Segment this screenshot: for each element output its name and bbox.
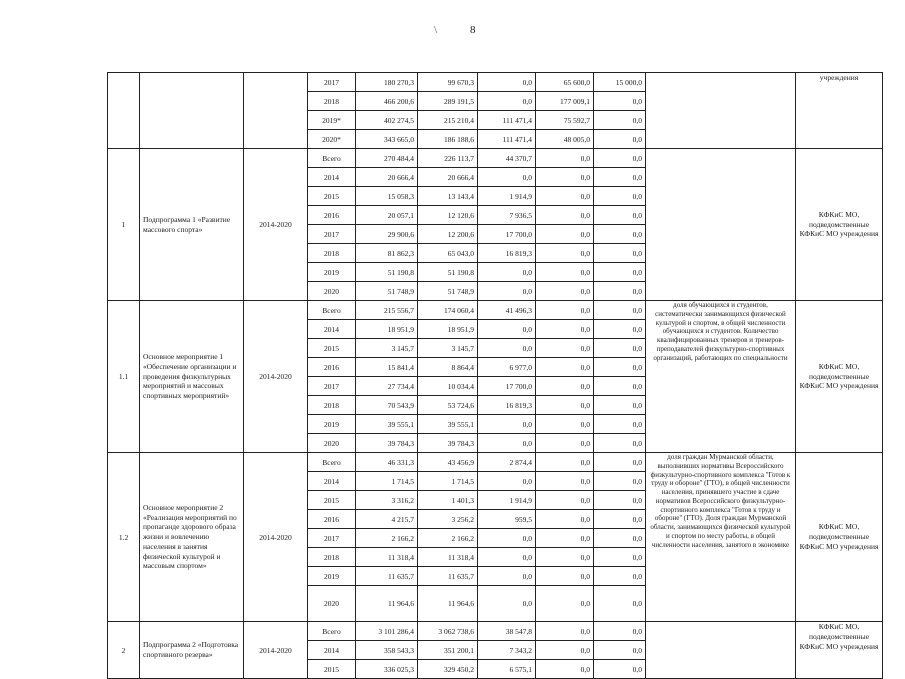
source-4-cell: 0,0 (594, 660, 646, 679)
source-4-cell: 0,0 (594, 567, 646, 586)
source-3-cell: 0,0 (536, 263, 594, 282)
source-2-cell: 0,0 (478, 567, 536, 586)
source-3-cell: 0,0 (536, 567, 594, 586)
source-3-cell: 0,0 (536, 149, 594, 168)
year-cell: 2020 (308, 434, 356, 453)
total-cell: 70 543,9 (356, 396, 418, 415)
year-cell: 2019 (308, 567, 356, 586)
source-2-cell: 6 575,1 (478, 660, 536, 679)
total-cell: 15 058,3 (356, 187, 418, 206)
source-1-cell: 2 166,2 (418, 529, 478, 548)
source-4-cell: 0,0 (594, 149, 646, 168)
source-1-cell: 329 450,2 (418, 660, 478, 679)
source-2-cell: 6 977,0 (478, 358, 536, 377)
source-4-cell: 0,0 (594, 301, 646, 320)
source-4-cell: 0,0 (594, 641, 646, 660)
total-cell: 15 841,4 (356, 358, 418, 377)
year-cell: 2017 (308, 225, 356, 244)
source-4-cell: 0,0 (594, 130, 646, 149)
item-name-cell: Подпрограмма 2 «Подготовка спортивного резерва» (140, 622, 244, 679)
source-1-cell: 65 043,0 (418, 244, 478, 263)
table-row (108, 622, 883, 641)
year-cell: 2020 (308, 586, 356, 622)
table-row (108, 73, 883, 92)
period-cell: 2014-2020 (244, 453, 308, 622)
source-3-cell: 0,0 (536, 320, 594, 339)
table-row (108, 149, 883, 168)
year-cell: 2019 (308, 415, 356, 434)
source-4-cell: 0,0 (594, 187, 646, 206)
source-2-cell: 1 914,9 (478, 491, 536, 510)
source-2-cell: 0,0 (478, 92, 536, 111)
source-4-cell: 0,0 (594, 320, 646, 339)
period-cell (244, 73, 308, 149)
source-1-cell: 3 145,7 (418, 339, 478, 358)
year-cell: Всего (308, 149, 356, 168)
total-cell: 20 666,4 (356, 168, 418, 187)
source-1-cell: 11 318,4 (418, 548, 478, 567)
year-cell: 2020* (308, 130, 356, 149)
source-3-cell: 0,0 (536, 472, 594, 491)
source-1-cell: 186 188,6 (418, 130, 478, 149)
source-4-cell: 0,0 (594, 263, 646, 282)
executor-cell: учреждения (796, 73, 883, 149)
total-cell: 39 555,1 (356, 415, 418, 434)
year-cell: 2015 (308, 187, 356, 206)
source-2-cell: 7 936,5 (478, 206, 536, 225)
year-cell: 2014 (308, 168, 356, 187)
source-4-cell: 0,0 (594, 377, 646, 396)
year-cell: 2016 (308, 206, 356, 225)
year-cell: 2014 (308, 472, 356, 491)
source-3-cell: 0,0 (536, 377, 594, 396)
source-4-cell: 0,0 (594, 168, 646, 187)
source-3-cell: 0,0 (536, 491, 594, 510)
year-cell: 2015 (308, 491, 356, 510)
source-2-cell: 1 914,9 (478, 187, 536, 206)
source-4-cell: 0,0 (594, 111, 646, 130)
executor-cell: КФКиС МО, подведомственные КФКиС МО учреждения (796, 149, 883, 301)
total-cell: 51 190,8 (356, 263, 418, 282)
source-3-cell: 0,0 (536, 453, 594, 472)
source-3-cell: 0,0 (536, 660, 594, 679)
item-number-cell: 1.1 (108, 301, 140, 453)
total-cell: 11 964,6 (356, 586, 418, 622)
source-4-cell: 0,0 (594, 415, 646, 434)
source-1-cell: 11 964,6 (418, 586, 478, 622)
year-cell: 2017 (308, 377, 356, 396)
source-3-cell: 75 592,7 (536, 111, 594, 130)
source-3-cell: 0,0 (536, 415, 594, 434)
source-2-cell: 0,0 (478, 168, 536, 187)
source-3-cell: 0,0 (536, 206, 594, 225)
source-2-cell: 0,0 (478, 548, 536, 567)
source-4-cell: 0,0 (594, 586, 646, 622)
source-2-cell: 41 496,3 (478, 301, 536, 320)
total-cell: 27 734,4 (356, 377, 418, 396)
total-cell: 270 484,4 (356, 149, 418, 168)
source-3-cell: 0,0 (536, 244, 594, 263)
source-2-cell: 7 343,2 (478, 641, 536, 660)
source-4-cell: 0,0 (594, 453, 646, 472)
source-3-cell: 65 600,0 (536, 73, 594, 92)
source-1-cell: 51 748,9 (418, 282, 478, 301)
source-4-cell: 0,0 (594, 244, 646, 263)
source-1-cell: 43 456,9 (418, 453, 478, 472)
source-4-cell: 0,0 (594, 225, 646, 244)
source-1-cell: 18 951,9 (418, 320, 478, 339)
total-cell: 215 556,7 (356, 301, 418, 320)
source-3-cell: 0,0 (536, 225, 594, 244)
source-1-cell: 289 191,5 (418, 92, 478, 111)
source-2-cell: 0,0 (478, 472, 536, 491)
source-3-cell: 48 005,0 (536, 130, 594, 149)
total-cell: 11 318,4 (356, 548, 418, 567)
item-name-cell: Основное мероприятие 1 «Обеспечение организации и проведения физкультурных мероприятий и массовых спортивных мероприятий» (140, 301, 244, 453)
source-1-cell: 215 210,4 (418, 111, 478, 130)
source-1-cell: 53 724,6 (418, 396, 478, 415)
total-cell: 4 215,7 (356, 510, 418, 529)
year-cell: Всего (308, 301, 356, 320)
source-1-cell: 11 635,7 (418, 567, 478, 586)
total-cell: 81 862,3 (356, 244, 418, 263)
source-2-cell: 0,0 (478, 320, 536, 339)
year-cell: 2018 (308, 396, 356, 415)
source-3-cell: 0,0 (536, 301, 594, 320)
total-cell: 11 635,7 (356, 567, 418, 586)
source-3-cell: 0,0 (536, 168, 594, 187)
item-name-cell: Основное мероприятие 2 «Реализация мероприятий по пропаганде здорового образа жизни и вовлечению населения в занятия физической культурой и массовым спортом» (140, 453, 244, 622)
source-4-cell: 0,0 (594, 206, 646, 225)
source-2-cell: 17 700,0 (478, 225, 536, 244)
indicator-cell (646, 73, 796, 149)
source-4-cell: 15 000,0 (594, 73, 646, 92)
item-name-cell: Подпрограмма 1 «Развитие массового спорта» (140, 149, 244, 301)
source-1-cell: 12 120,6 (418, 206, 478, 225)
year-cell: 2018 (308, 92, 356, 111)
source-2-cell: 0,0 (478, 415, 536, 434)
total-cell: 18 951,9 (356, 320, 418, 339)
source-2-cell: 111 471,4 (478, 111, 536, 130)
source-2-cell: 959,5 (478, 510, 536, 529)
total-cell: 1 714,5 (356, 472, 418, 491)
source-3-cell: 177 009,1 (536, 92, 594, 111)
source-1-cell: 3 256,2 (418, 510, 478, 529)
source-2-cell: 16 819,3 (478, 396, 536, 415)
source-3-cell: 0,0 (536, 434, 594, 453)
year-cell: 2015 (308, 339, 356, 358)
period-cell: 2014-2020 (244, 622, 308, 679)
source-4-cell: 0,0 (594, 434, 646, 453)
total-cell: 402 274,5 (356, 111, 418, 130)
indicator-cell (646, 149, 796, 301)
total-cell: 3 316,2 (356, 491, 418, 510)
total-cell: 3 101 286,4 (356, 622, 418, 641)
indicator-cell: доля граждан Мурманской области, выполнивших нормативы Всероссийского физкультурно-спортивного комплекса "Готов к труду и обороне" (ГТО), в общей численности населения, принявшего участие в сдаче нормативов Всероссийского физкультурно-спортивного комплекса "Готов к труду и обороне" (ГТО). Доля граждан Мурманской области, занимающихся физической культурой и спортом по месту работы, в общей численности населения, занятого в экономике (646, 453, 796, 622)
year-cell: Всего (308, 622, 356, 641)
program-funding-table (107, 72, 883, 679)
total-cell: 46 331,3 (356, 453, 418, 472)
year-cell: Всего (308, 453, 356, 472)
source-2-cell: 0,0 (478, 73, 536, 92)
indicator-cell: доля обучающихся и студентов, систематически занимающихся физической культурой и спортом, в общей численности обучающихся и студентов. Количество квалифицированных тренеров и тренеров-преподавателей физкультурно-спортивных организаций, работающих по специальности (646, 301, 796, 453)
source-2-cell: 0,0 (478, 339, 536, 358)
year-cell: 2019* (308, 111, 356, 130)
scan-mark: \ (434, 24, 438, 36)
year-cell: 2017 (308, 73, 356, 92)
total-cell: 358 543,3 (356, 641, 418, 660)
total-cell: 180 270,3 (356, 73, 418, 92)
source-3-cell: 0,0 (536, 510, 594, 529)
source-3-cell: 0,0 (536, 529, 594, 548)
year-cell: 2016 (308, 358, 356, 377)
source-1-cell: 12 200,6 (418, 225, 478, 244)
total-cell: 2 166,2 (356, 529, 418, 548)
year-cell: 2020 (308, 282, 356, 301)
item-name-cell (140, 73, 244, 149)
total-cell: 51 748,9 (356, 282, 418, 301)
item-number-cell: 1 (108, 149, 140, 301)
source-2-cell: 0,0 (478, 586, 536, 622)
item-number-cell: 1.2 (108, 453, 140, 622)
source-1-cell: 8 864,4 (418, 358, 478, 377)
period-cell: 2014-2020 (244, 149, 308, 301)
source-3-cell: 0,0 (536, 586, 594, 622)
source-4-cell: 0,0 (594, 491, 646, 510)
total-cell: 29 900,6 (356, 225, 418, 244)
source-1-cell: 99 670,3 (418, 73, 478, 92)
page-number: 8 (470, 24, 476, 36)
year-cell: 2015 (308, 660, 356, 679)
source-3-cell: 0,0 (536, 358, 594, 377)
source-2-cell: 2 874,4 (478, 453, 536, 472)
source-3-cell: 0,0 (536, 641, 594, 660)
source-4-cell: 0,0 (594, 282, 646, 301)
source-4-cell: 0,0 (594, 339, 646, 358)
item-number-cell: 2 (108, 622, 140, 679)
year-cell: 2014 (308, 641, 356, 660)
source-3-cell: 0,0 (536, 339, 594, 358)
source-4-cell: 0,0 (594, 396, 646, 415)
source-2-cell: 0,0 (478, 434, 536, 453)
source-1-cell: 226 113,7 (418, 149, 478, 168)
source-3-cell: 0,0 (536, 396, 594, 415)
total-cell: 466 200,6 (356, 92, 418, 111)
year-cell: 2017 (308, 529, 356, 548)
source-2-cell: 17 700,0 (478, 377, 536, 396)
table-row (108, 301, 883, 320)
source-2-cell: 111 471,4 (478, 130, 536, 149)
total-cell: 3 145,7 (356, 339, 418, 358)
source-3-cell: 0,0 (536, 282, 594, 301)
source-2-cell: 38 547,8 (478, 622, 536, 641)
total-cell: 343 665,0 (356, 130, 418, 149)
source-2-cell: 0,0 (478, 263, 536, 282)
source-4-cell: 0,0 (594, 529, 646, 548)
total-cell: 20 057,1 (356, 206, 418, 225)
source-3-cell: 0,0 (536, 187, 594, 206)
year-cell: 2016 (308, 510, 356, 529)
source-1-cell: 3 062 738,6 (418, 622, 478, 641)
source-4-cell: 0,0 (594, 92, 646, 111)
source-1-cell: 10 034,4 (418, 377, 478, 396)
total-cell: 336 025,3 (356, 660, 418, 679)
year-cell: 2019 (308, 263, 356, 282)
source-1-cell: 1 714,5 (418, 472, 478, 491)
source-1-cell: 20 666,4 (418, 168, 478, 187)
table-row (108, 453, 883, 472)
source-1-cell: 351 200,1 (418, 641, 478, 660)
year-cell: 2014 (308, 320, 356, 339)
source-1-cell: 174 060,4 (418, 301, 478, 320)
source-4-cell: 0,0 (594, 548, 646, 567)
executor-cell: КФКиС МО, подведомственные КФКиС МО учреждения (796, 301, 883, 453)
item-number-cell (108, 73, 140, 149)
source-4-cell: 0,0 (594, 510, 646, 529)
indicator-cell (646, 622, 796, 679)
total-cell: 39 784,3 (356, 434, 418, 453)
source-1-cell: 51 190,8 (418, 263, 478, 282)
source-2-cell: 0,0 (478, 282, 536, 301)
source-4-cell: 0,0 (594, 472, 646, 491)
source-3-cell: 0,0 (536, 548, 594, 567)
source-2-cell: 0,0 (478, 529, 536, 548)
source-4-cell: 0,0 (594, 358, 646, 377)
period-cell: 2014-2020 (244, 301, 308, 453)
source-4-cell: 0,0 (594, 622, 646, 641)
year-cell: 2018 (308, 244, 356, 263)
executor-cell: КФКиС МО, подведомственные КФКиС МО учреждения (796, 622, 883, 679)
year-cell: 2018 (308, 548, 356, 567)
source-1-cell: 39 555,1 (418, 415, 478, 434)
executor-cell: КФКиС МО, подведомственные КФКиС МО учреждения (796, 453, 883, 622)
source-2-cell: 16 819,3 (478, 244, 536, 263)
source-1-cell: 39 784,3 (418, 434, 478, 453)
source-3-cell: 0,0 (536, 622, 594, 641)
source-2-cell: 44 370,7 (478, 149, 536, 168)
source-1-cell: 1 401,3 (418, 491, 478, 510)
source-1-cell: 13 143,4 (418, 187, 478, 206)
